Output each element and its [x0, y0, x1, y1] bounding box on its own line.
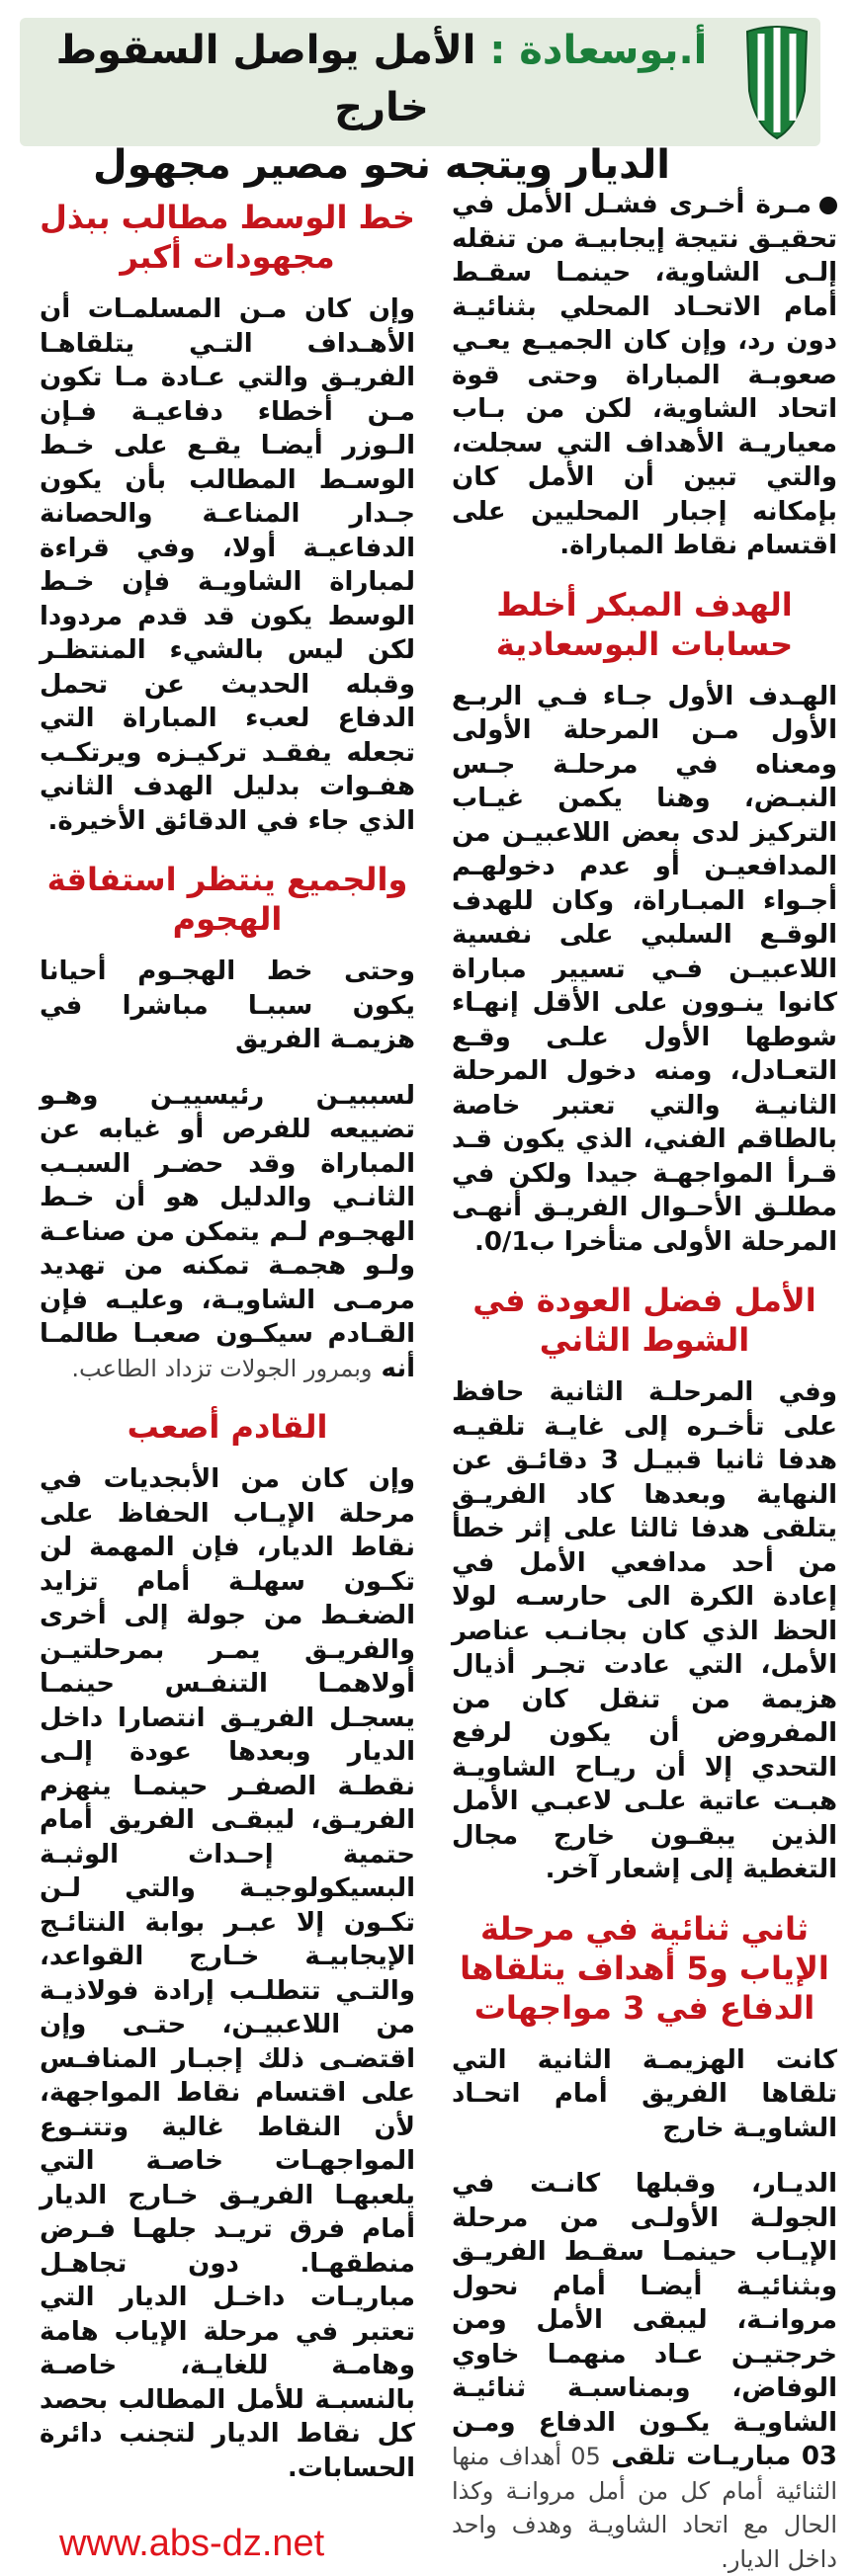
title-kicker: أ.بوسعادة :	[489, 28, 708, 73]
paragraph-attack-2	[40, 1079, 415, 1386]
intro-text: مـرة أخـرى فشـل الأمل في تحقيـق نتيجة إيجابيـة من تنقله إلـى الشاوية، حينمـا سقـط أمام الاتحـاد المحلي بثنائيـة دون رد، وإن كان الجميـع يعـي صعوبـة المباراة وحتى قوة اتحاد الشاوية، لكن من بـاب معياريـة الأهداف التي سجلت، والتي تبين أن الأمل كان بإمكانه إجبار المحليين على اقتسام نقاط المباراة.	[452, 190, 837, 560]
title-line-1: الأمل يواصل السقوط خارج	[55, 28, 476, 130]
subheading-attack: والجميع ينتظر استفاقة الهجوم	[46, 861, 408, 938]
title-line-2: الديار ويتجه نحو مصير مجهول	[92, 142, 670, 188]
paragraph-early-goal: الهـدف الأول جـاء فـي الربـع الأول مـن المرحلة الأولى ومعناه في مرحلـة جـس النبـض، وهنا يكمن غيـاب التركيز لدى بعض اللاعبيـن من المدافعيـن أو عدم دخولهـم أجـواء المبـاراة، وكان للهدف الوقـع السلبي على نفسية اللاعبيـن فـي تسيير مباراة كانوا ينـوون على الأقل إنهـاء شوطها الأول علـى وقـع التعـادل، ومنه دخول المرحلة الثانيـة والتي تعتبر خاصة بالطاقم الفني، الذي يكون قـد قـرأ المواجهـة جيدا ولكن في مطلـق الأحـوال الفريـق أنهـى المرحلة الأولى متأخرا ب0/1.	[452, 681, 837, 1257]
defense-text: الديـار، وقبلها كانـت في الجولـة الأولـى من مرحلة الإيـاب حينمـا سقـط الفريـق وبثنائيـة أيضـا أمام نحول مروانـة، ليبقى الأمل ومن خرجتيـن عـاد منهمـا خاوي الوفاض، وبمناسبـة ثنائيـة الشاويـة يكـون الدفاع ومـن 03 مباريـات تلقى	[452, 2169, 837, 2471]
faded-text: وبمرور الجولات تزداد الطاعب.	[71, 1354, 373, 1382]
attack-text: لسببيـن رئيسييـن وهـو تضييعه للفرص أو غيابه عن المباراة وقد حضـر السبـب الثانـي والدليل هو أن خـط الهجـوم لـم يتمكن من صناعـة ولـو هجمـة تمكنه من تهديد مرمـى الشاويـة، وعليـه فإن القـادم سيكـون صعبـا طالمـا أنه	[40, 1080, 415, 1383]
subheading-future: القادم أصعب	[127, 1408, 328, 1446]
faded-text: 05 أهداف منها الثنائية أمام كل من أمل مروانـة وكذا الحال مع اتحاد الشاويـة وهدف واحد داخل الديار.	[452, 2443, 837, 2573]
subheading-defense: ثاني ثنائية في مرحلة الإياب و5 أهداف يتلقاها الدفاع في 3 مواجهات	[460, 1909, 829, 2027]
subheading-midfield: خط الوسط مطالب ببذل مجهودات أكبر	[40, 199, 415, 276]
paragraph-intro	[452, 188, 837, 563]
paragraph-second-half: وفي المرحلـة الثانية حافظ على تأخـره إلى غايـة تلقيـه هدفا ثانيا قبيـل 3 دقائـق عن النهاية وبعدها كاد الفريـق يتلقى هدفا ثالثا على إثر خطأ من أحد مدافعي الأمل في إعادة الكرة الى حارسـه لولا الحظ الذي كان بجانـب عناصر الأمل، التي عادت تجـر أذيال هزيمة من تنقل كان من المفروض أن يكون لرفع التحدي إلا أن ريـاح الشاويـة هبـت عاتية علـى لاعبـي الأمل الذين يبقـون خارج مجال التغطية إلى إشعار آخر.	[452, 1377, 838, 1884]
article-header	[20, 18, 820, 188]
subheading-second-half: الأمل فضل العودة في الشوط الثاني	[472, 1282, 816, 1359]
paragraph-defense-1: كانت الهزيمـة الثانية التي تلقاها الفريق أمام اتحـاد الشاويـة خارج	[452, 2044, 837, 2143]
source-url: www.abs-dz.net	[59, 2523, 325, 2564]
paragraph-future: وإن كان من الأبجديات في مرحلة الإيـاب الحفاظ على نقاط الديار، فإن المهمة لن تكـون سهلـة أمام تزايد الضغـط من جولة إلى أخرى والفريـق يمـر بمرحلتيـن أولاهمـا التنفـس حينمـا يسجـل الفريـق انتصارا داخل الديار وبعدها عودة إلـى نقطـة الصفـر حينمـا ينهزم الفريـق، ليبقـى الفريق أمام حتمية إحـداث الوثبـة البسيكولوجيـة والتي لـن تكـون إلا عبـر بوابة النتائـج الإيجابيـة خـارج القواعد، والتـي تتطلـب إرادة فولاذيـة من اللاعبيـن، حتـى وإن اقتضـى ذلك إجبـار المنافـس على اقتسام نقاط المواجهة، لأن النقاط غالية وتتنـوع المواجهـات خاصـة التي يلعبهـا الفريـق خـارج الديار أمام فرق تريـد جلهـا فـرض منطقهـا. دون تجاهـل مباريـات داخـل الديار التي تعتبر في مرحلة الإياب هامة وهامـة للغايـة، خاصـة بالنسبـة للأمل المطالب بحصد كل نقاط الديار لتجنب دائرة الحسابات.	[40, 1464, 415, 2483]
article-column-right	[452, 188, 838, 2573]
article-title	[38, 22, 726, 194]
article-column-left	[40, 188, 415, 2520]
paragraph-midfield: وإن كان مـن المسلمـات أن الأهـداف التـي يتلقاهـا الفريـق والتي عـادة مـا تكون مـن أخطاء دفاعيـة فـإن الـوزر أيضـا يقـع على خـط الوسـط المطالب بأن يكون جـدار المناعـة والحصانة الدفاعيـة أولا، وفي قراءة لمباراة الشاويـة فإن خـط الوسط يكون قد قدم مردودا لكن ليس بالشيء المنتظـر وقبله الحديث عن تحمل الدفاع لعبء المباراة التي تجعله يفقـد تركيـزه ويرتكـب هفـوات بدليل الهدف الثاني الذي جاء في الدقائق الأخيرة.	[40, 294, 415, 836]
paragraph-attack-1: وحتى خط الهجـوم أحيانا يكون سببـا مباشرا في هزيمـة الفريق	[40, 956, 415, 1054]
bullet-icon	[819, 197, 837, 214]
subheading-early-goal: الهدف المبكر أخلط حسابات البوسعادية	[495, 585, 794, 663]
club-crest-icon	[739, 22, 814, 140]
paragraph-defense-2	[452, 2167, 837, 2576]
